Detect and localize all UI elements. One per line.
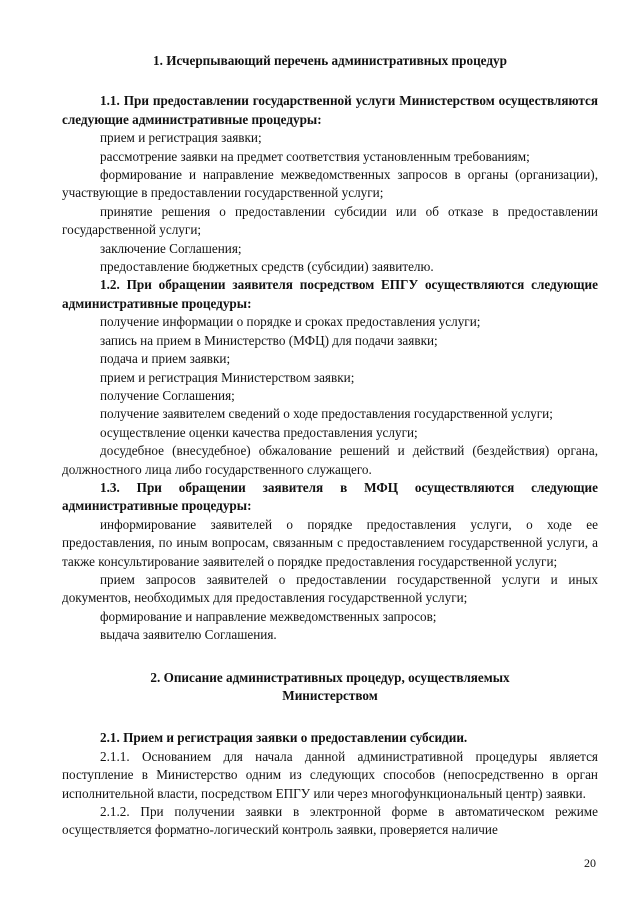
list-item: принятие решения о предоставлении субсидии или об отказе в предоставлении государственной услуги; (62, 203, 598, 238)
list-item: формирование и направление межведомственных запросов в органы (организации), участвующие в предоставлении государственной услуги; (62, 167, 598, 201)
list-item: прием запросов заявителей о предоставлении государственной услуги и иных документов, необходимых для предоставления государственной услуги; (62, 571, 598, 606)
list-item: информирование заявителей о порядке предоставления услуги, о ходе ее предоставления, по иным вопросам, связанным с предоставлением государственной услуги, а также консультирование заявителей о порядке предоставления государственной услуги; (62, 516, 598, 569)
list-item: выдача заявителю Соглашения. (100, 627, 277, 643)
list-item: получение информации о порядке и сроках предоставления услуги; (100, 314, 481, 330)
section-1-1-heading: 1.1. При предоставлении государственной услуги Министерством осуществляются следующие административные процедуры: (62, 93, 598, 127)
list-item: формирование и направление межведомственных запросов; (100, 608, 437, 624)
paragraph-2-1-2: 2.1.2. При получении заявки в электронной форме в автоматическом режиме осуществляется форматно-логический контроль заявки, проверяется наличие (62, 804, 598, 838)
list-item: заключение Соглашения; (100, 240, 242, 256)
section-2-title-line-1: 2. Описание административных процедур, осуществляемых (150, 669, 510, 685)
list-item: прием и регистрация заявки; (100, 130, 262, 146)
page-number: 20 (584, 856, 596, 870)
section-2-1-heading: 2.1. Прием и регистрация заявки о предоставлении субсидии. (100, 730, 468, 746)
document-page (62, 52, 598, 840)
list-item: прием и регистрация Министерством заявки; (100, 369, 355, 385)
list-item: предоставление бюджетных средств (субсидии) заявителю. (100, 259, 434, 275)
section-1-3-heading: 1.3. При обращении заявителя в МФЦ осуществляются следующие административные процедуры: (62, 479, 598, 514)
section-1-2-heading: 1.2. При обращении заявителя посредством ЕПГУ осуществляются следующие административные процедуры: (62, 277, 598, 311)
section-2-title-line-2: Министерством (282, 688, 378, 703)
list-item: подача и прием заявки; (100, 351, 231, 367)
list-item: получение заявителем сведений о ходе предоставления государственной услуги; (100, 406, 553, 422)
list-item: получение Соглашения; (100, 387, 235, 403)
list-item: осуществление оценки качества предоставления услуги; (100, 424, 418, 440)
list-item: запись на прием в Министерство (МФЦ) для подачи заявки; (100, 332, 438, 348)
list-item: досудебное (внесудебное) обжалование решений и действий (бездействия) органа, должностного лица либо государственного служащего. (62, 443, 598, 477)
paragraph-2-1-1: 2.1.1. Основанием для начала данной административной процедуры является поступление в Министерство одним из следующих способов (непосредственно в орган исполнительной власти, посредством ЕПГУ или через многофункциональный центр) заявки. (62, 748, 598, 801)
section-1-title: 1. Исчерпывающий перечень административных процедур (153, 53, 507, 68)
list-item: рассмотрение заявки на предмет соответствия установленным требованиям; (100, 148, 530, 164)
